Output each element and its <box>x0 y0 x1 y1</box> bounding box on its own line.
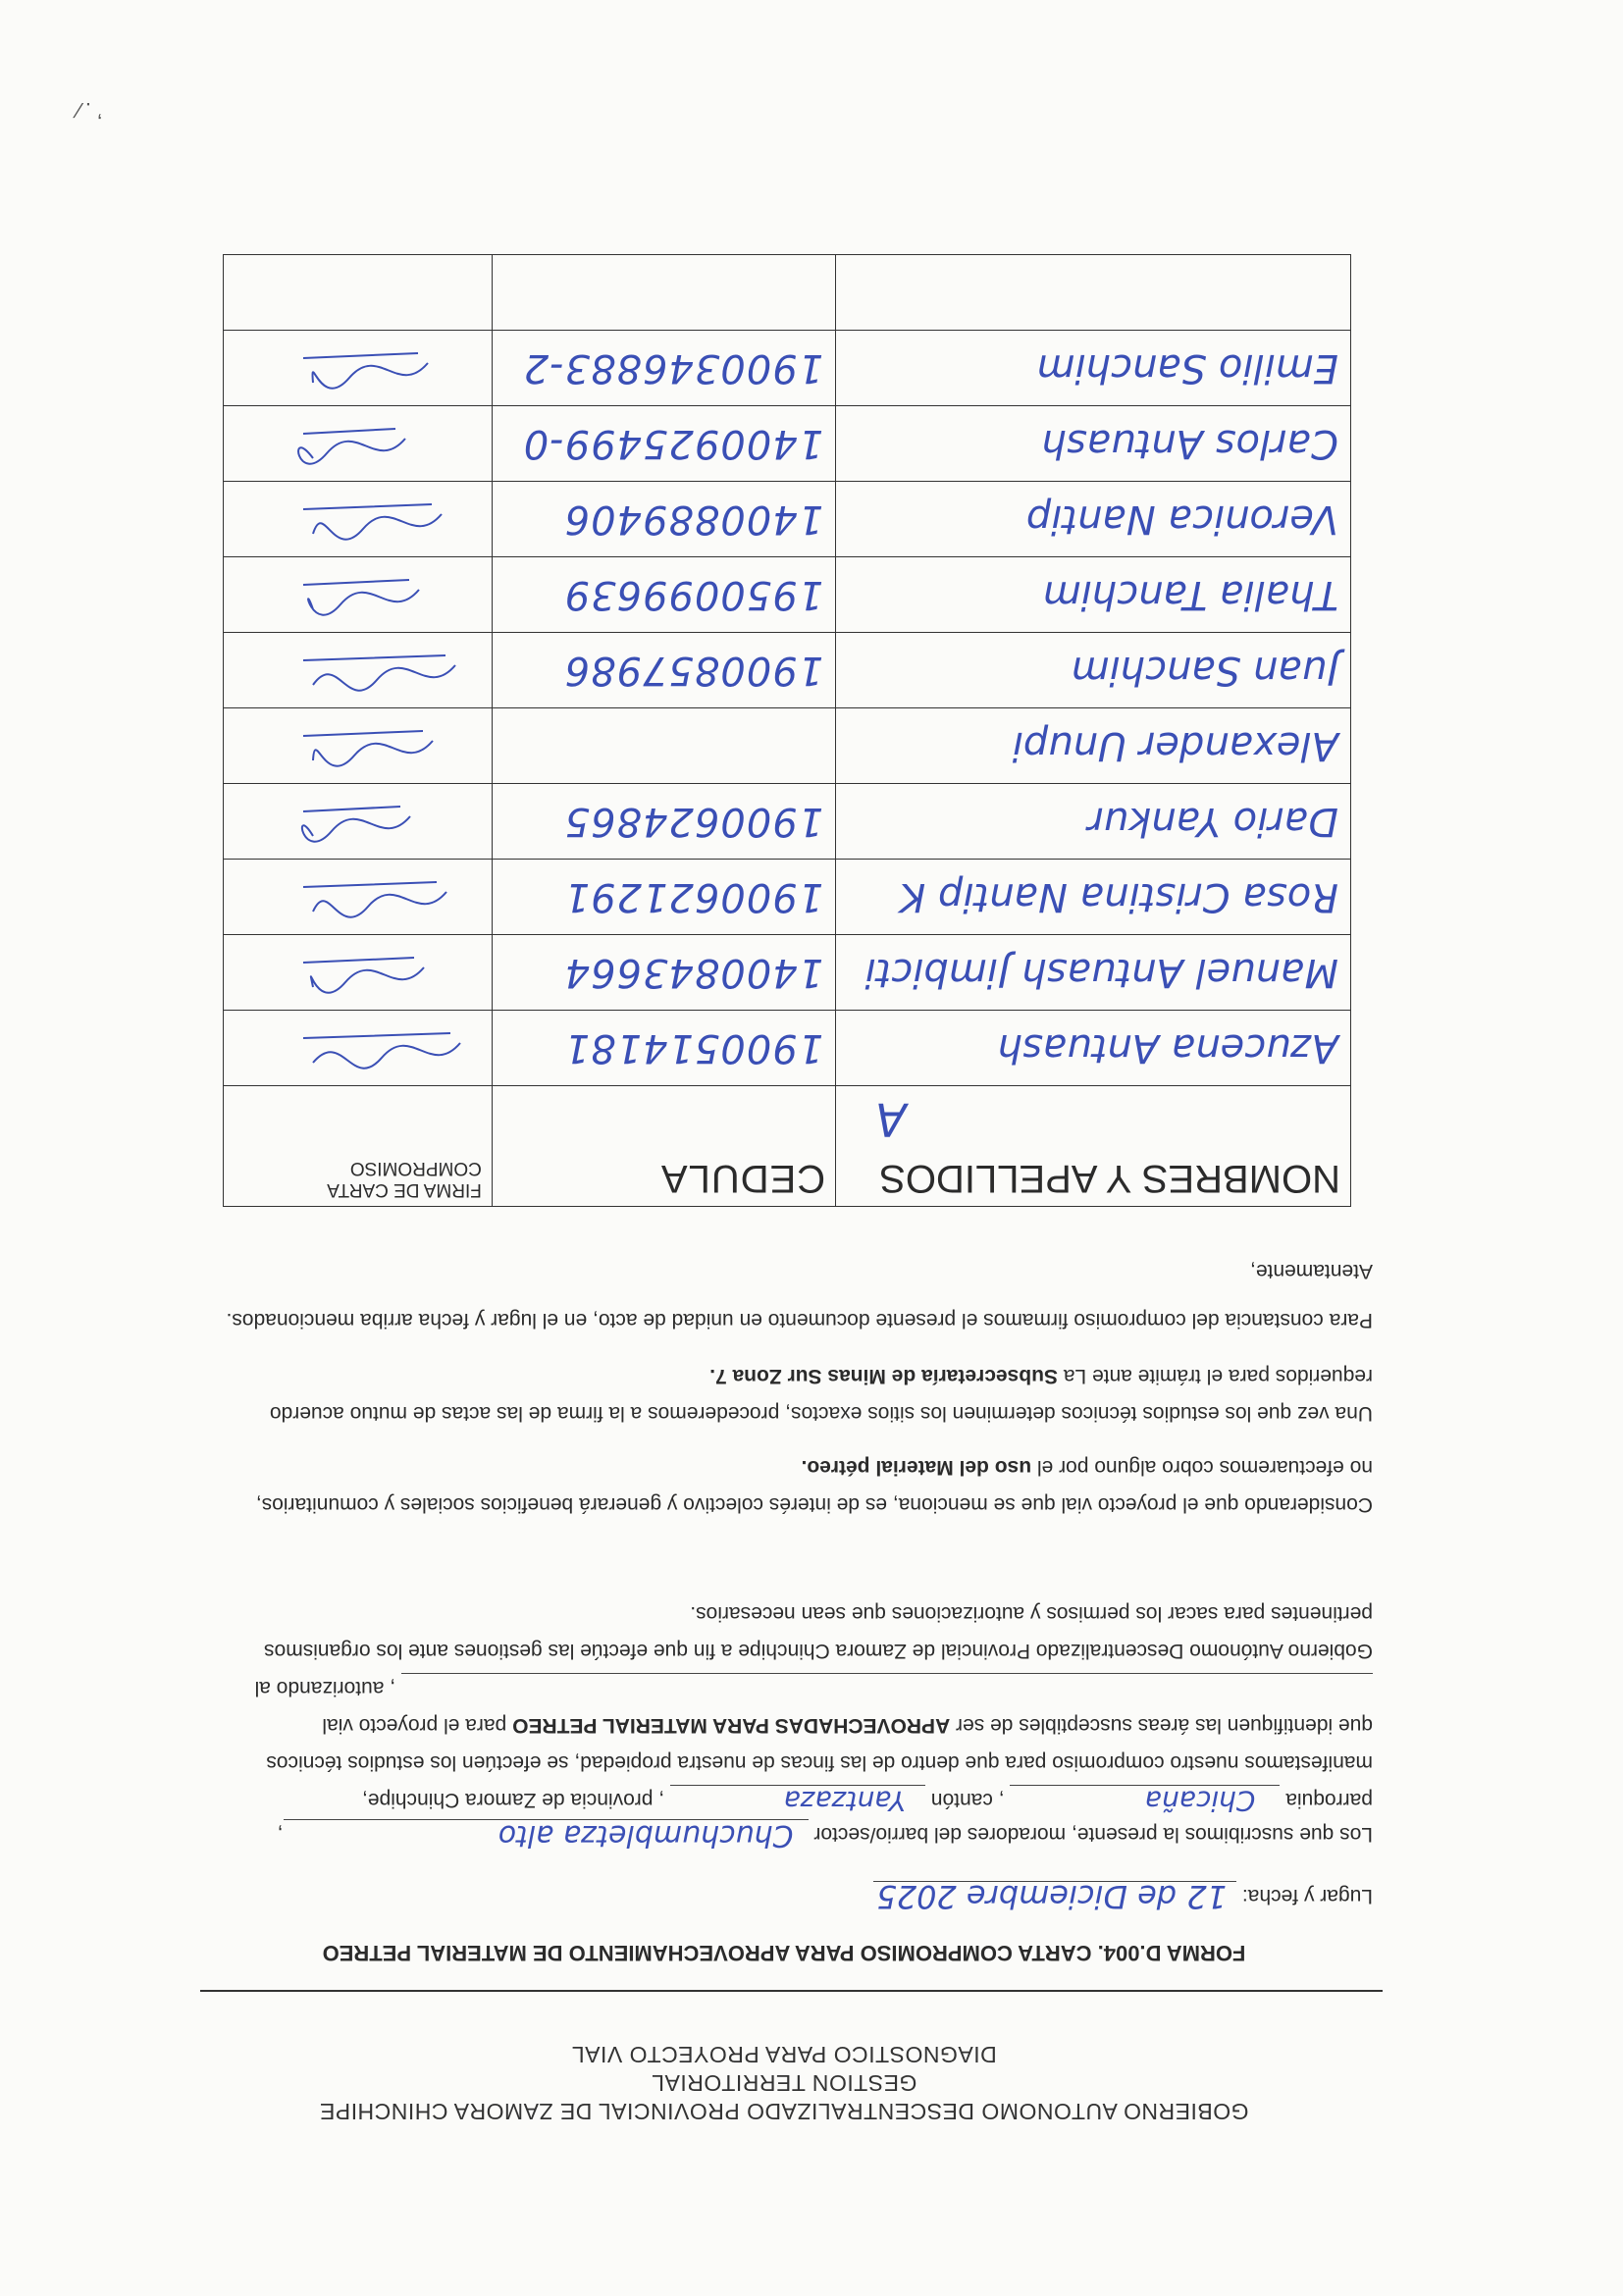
handwritten-mark: A <box>875 1093 907 1146</box>
row-name: Carlos Antuash <box>836 406 1351 482</box>
signature-scribble <box>264 1018 480 1083</box>
row-name: Azucena Antuash <box>836 1011 1351 1086</box>
row-signature <box>224 708 493 784</box>
table-row <box>224 935 1351 1011</box>
row-cedula: 1900514181 <box>492 1011 835 1086</box>
scan-artifact: ʼ . ∕ <box>76 98 102 123</box>
header-signature: FIRMA DE CARTA COMPROMISO <box>224 1086 493 1207</box>
row-cedula: 1400925499-0 <box>492 406 835 482</box>
form-title: FORMA D.004. CARTA COMPROMISO PARA APROVECHAMIENTO DE MATERIAL PETREO <box>322 1941 1246 1965</box>
row-cedula: 1400843664 <box>492 935 835 1011</box>
table-row <box>224 784 1351 860</box>
row-signature <box>224 255 493 331</box>
header-names-label: NOMBRES Y APELLIDOS <box>879 1157 1340 1200</box>
p2-text-a: Considerando que el proyecto vial que se menciona, es de interés colectivo y generará beneficios sociales y comunitarios, <box>255 1493 1373 1516</box>
row-signature <box>224 1011 493 1086</box>
row-signature <box>224 633 493 708</box>
row-name: Rosa Cristina Nantip K <box>836 860 1351 935</box>
p3-bold: Subsecretaría de Minas Sur Zona 7. <box>709 1365 1058 1387</box>
p1-text-h: , autorizando al <box>254 1677 396 1699</box>
place-date-label: Lugar y fecha: <box>1241 1885 1373 1907</box>
header-project: DIAGNOSTICO PARA PROYECTO VIAL <box>571 2042 997 2067</box>
row-name: Manuel Antuash Jimbicti <box>836 935 1351 1011</box>
signature-scribble <box>264 867 480 932</box>
signature-scribble <box>264 414 480 479</box>
place-date-line <box>195 1878 1373 1915</box>
table-body <box>224 255 1351 1086</box>
p1-line-4 <box>195 1710 1373 1740</box>
p1-text-f: que identifiquen las áreas susceptibles de ser <box>956 1714 1373 1737</box>
signature-scribble <box>264 641 480 705</box>
row-name: Alexander Unupi <box>836 708 1351 784</box>
p1-text-c: , cantón <box>930 1789 1005 1811</box>
p1-line-2 <box>195 1785 1373 1815</box>
p1-text-i: Gobierno Autónomo Descentralizado Provincial de Zamora Chinchipe a fin que efectúe las gestiones ante los organismos <box>264 1640 1373 1662</box>
p2-line-2 <box>195 1452 1373 1482</box>
row-cedula: 1400889406 <box>492 482 835 557</box>
table-header-row <box>224 1086 1351 1207</box>
signature-table <box>223 254 1351 1207</box>
paragraph-1 <box>195 1598 1373 1850</box>
header-cedula: CEDULA <box>492 1086 835 1207</box>
signature-scribble <box>264 565 480 630</box>
signature-scribble <box>264 792 480 857</box>
header-names <box>836 1086 1351 1207</box>
row-signature <box>224 331 493 406</box>
row-signature <box>224 860 493 935</box>
p1-text-a: Los que suscribimos la presente, moradores del barrio/sector <box>813 1823 1373 1846</box>
row-cedula <box>492 708 835 784</box>
row-name: Dario Yankur <box>836 784 1351 860</box>
project-blank <box>401 1673 1373 1696</box>
table-row <box>224 406 1351 482</box>
parroquia-value: Chicaña <box>1010 1785 1280 1815</box>
p1-text-e: manifestamos nuestro compromiso para que dentro de las fincas de nuestra propiedad, se efectúen los estudios técnicos <box>266 1751 1373 1774</box>
table-row <box>224 633 1351 708</box>
p2-text-b: no efectuaremos cobro alguno por el <box>1036 1456 1373 1479</box>
row-name: Thalia Tanchim <box>836 557 1351 633</box>
paragraph-2 <box>195 1452 1373 1519</box>
row-signature <box>224 935 493 1011</box>
row-cedula <box>492 255 835 331</box>
signature-scribble <box>264 943 480 1008</box>
row-signature <box>224 406 493 482</box>
signature-scribble <box>264 490 480 554</box>
p2-bold: uso del Material pétreo. <box>801 1456 1032 1479</box>
p1-text-d: , provincia de Zamora Chinchipe, <box>362 1789 665 1811</box>
row-cedula: 1950099639 <box>492 557 835 633</box>
p3-line-2 <box>195 1361 1373 1390</box>
p3-text-b: requeridos para el trámite ante La <box>1063 1365 1373 1387</box>
row-signature <box>224 557 493 633</box>
header-organization: GOBIERNO AUTONOMO DESCENTRALIZADO PROVINCIAL DE ZAMORA CHINCHIPE <box>319 2099 1249 2124</box>
row-name <box>836 255 1351 331</box>
row-cedula: 1900621291 <box>492 860 835 935</box>
row-cedula: 1900857986 <box>492 633 835 708</box>
sector-value: Chuchumbletza alto <box>284 1819 809 1850</box>
table-row <box>224 331 1351 406</box>
signature-scribble <box>264 339 480 403</box>
row-cedula: 1900624865 <box>492 784 835 860</box>
table-row <box>224 482 1351 557</box>
p1-text-g: para el proyecto vial <box>322 1714 507 1737</box>
p1-bold-material: APROVECHADAS PARA MATERIAL PETREO <box>512 1714 951 1737</box>
header-department: GESTION TERRITORIAL <box>651 2070 917 2096</box>
row-signature <box>224 482 493 557</box>
paragraph-4: Para constancia del compromiso firmamos el presente documento en unidad de acto, en el lugar y fecha arriba mencionados. <box>226 1309 1373 1331</box>
row-cedula: 1900346883-2 <box>492 331 835 406</box>
table-row <box>224 1011 1351 1086</box>
signature-scribble <box>264 716 480 781</box>
paragraph-3 <box>195 1361 1373 1428</box>
row-name: Veronica Nantip <box>836 482 1351 557</box>
table-row <box>224 255 1351 331</box>
table-row <box>224 860 1351 935</box>
header-divider <box>200 1990 1383 1992</box>
row-signature <box>224 784 493 860</box>
p1-line-5 <box>195 1673 1373 1702</box>
p3-text-a: Una vez que los estudios técnicos determinen los sitios exactos, procederemos a la firma de las actas de mutuo acuerdo <box>269 1402 1373 1425</box>
table-row <box>224 557 1351 633</box>
document-header <box>190 2039 1378 2124</box>
row-name: Juan Sanchim <box>836 633 1351 708</box>
table-row <box>224 708 1351 784</box>
row-name: Emilio Sanchim <box>836 331 1351 406</box>
place-date-value: 12 de Diciembre 2025 <box>873 1881 1236 1911</box>
p1-text-j: pertinentes para sacar los permisos y autorizaciones que sean necesarios. <box>690 1602 1373 1625</box>
p1-line-1: Los que suscribimos la presente, moradores del barrio/sector Chuchumbletza alto, <box>277 1818 1373 1852</box>
closing: Atentamente, <box>1250 1260 1373 1282</box>
canton-value: Yantzaza <box>670 1785 925 1815</box>
p1-text-b: parroquia <box>1285 1789 1373 1811</box>
